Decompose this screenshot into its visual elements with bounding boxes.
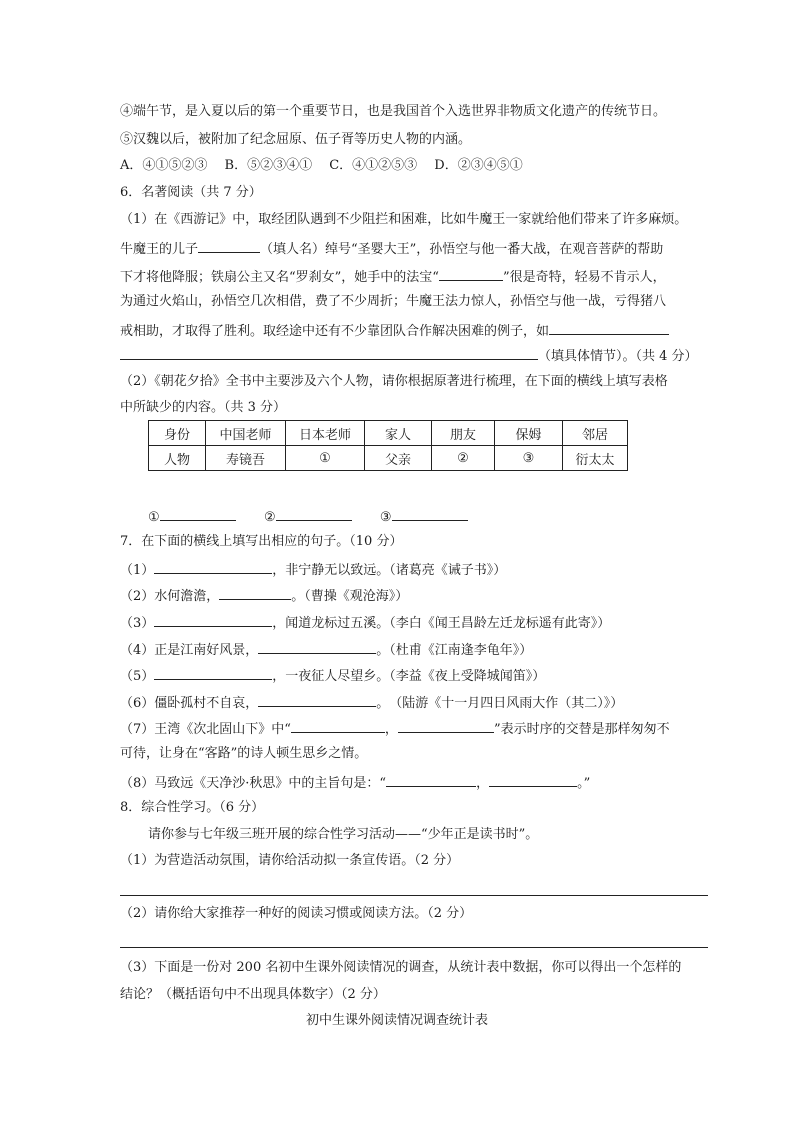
answer-blank[interactable] — [291, 718, 385, 733]
q6-part2-line2: 中所缺少的内容。（共 3 分） — [120, 400, 287, 415]
q6-part1-line1: （1）在《西游记》中，取经团队遇到不少阻拦和困难，比如牛魔王一家就给他们带来了许多麻烦。 — [120, 212, 688, 227]
table-cell: 身份 — [149, 421, 206, 446]
table-cell: 人物 — [149, 446, 206, 471]
answer-blank[interactable] — [219, 585, 291, 600]
q6-part1-line3: 下才将他降服；铁扇公主又名“罗刹女”，她手中的法宝“ ”很是奇特，轻易不肯示人， — [120, 266, 666, 287]
q7-line-2: （2）水何澹澹， 。（曹操《观沧海》） — [120, 585, 408, 606]
answer-blank-3[interactable] — [392, 506, 468, 521]
q8-sub-3-line1: （3）下面是一份对 200 名初中生课外阅读情况的调查，从统计表中数据，你可以得出一个怎样的 — [120, 960, 682, 975]
q7-line-6: （6）僵卧孤村不自哀， 。 （陆游《十一月四日风雨大作（其二）》） — [120, 692, 623, 713]
answer-blank[interactable] — [154, 665, 272, 680]
q6-part1-line5: 戒相助，才取得了胜利。取经途中还有不少靠团队合作解决困难的例子，如 — [120, 320, 669, 341]
answer-line-method[interactable] — [120, 947, 708, 948]
characters-table — [148, 420, 628, 471]
q6-part1-line6: （填具体情节）。（共 4 分） — [120, 345, 698, 366]
table-cell: 家人 — [365, 421, 432, 446]
answer-blank-1[interactable] — [160, 506, 236, 521]
table-cell: ① — [286, 446, 365, 471]
answer-blank[interactable] — [154, 612, 272, 627]
answer-blank[interactable] — [258, 639, 376, 654]
answer-blank[interactable] — [258, 692, 376, 707]
q7-line-3: （3） ，闻道龙标过五溪。（李白《闻王昌龄左迁龙标遥有此寄》） — [120, 612, 610, 633]
q6-answer-line: ① ② ③ — [148, 506, 468, 527]
table-cell: 衍太太 — [563, 446, 628, 471]
table-cell: 朋友 — [432, 421, 495, 446]
answer-blank-son[interactable] — [198, 238, 260, 253]
table-cell: 保姆 — [495, 421, 563, 446]
q7-line-4: （4）正是江南好风景， 。（杜甫《江南逢李龟年》） — [120, 639, 532, 660]
answer-blank-treasure[interactable] — [439, 266, 503, 281]
q7-line-5: （5） ，一夜征人尽望乡。（李益《夜上受降城闻笛》） — [120, 665, 545, 686]
q8-sub-1: （1）为营造活动氛围，请你给活动拟一条宣传语。（2 分） — [120, 853, 460, 868]
q6-title: 6．名著阅读（共 7 分） — [120, 185, 262, 200]
q8-sub-3-line2: 结论？（概括语句中不出现具体数字）（2 分） — [120, 987, 386, 1002]
table-cell: ③ — [495, 446, 563, 471]
answer-blank[interactable] — [386, 772, 476, 787]
q7-line-8: （8）马致远《天净沙·秋思》中的主旨句是：“ ， 。” — [120, 772, 590, 793]
answer-blank[interactable] — [398, 718, 494, 733]
q6-part2-line1: （2）《朝花夕拾》全书中主要涉及六个人物，请你根据原著进行梳理，在下面的横线上填写表格 — [120, 374, 668, 389]
table-cell: 父亲 — [365, 446, 432, 471]
answer-blank[interactable] — [489, 772, 577, 787]
answer-line-slogan[interactable] — [120, 895, 708, 896]
q7-title: 7．在下面的横线上填写出相应的句子。（10 分） — [120, 534, 403, 549]
table-cell: 中国老师 — [206, 421, 286, 446]
table-cell: ② — [432, 446, 495, 471]
survey-table-title: 初中生课外阅读情况调查统计表 — [305, 1013, 488, 1028]
table-row — [149, 446, 628, 471]
q5-item-5: ⑤汉魏以后，被附加了纪念屈原、伍子胥等历史人物的内涵。 — [120, 132, 472, 147]
answer-blank-2[interactable] — [276, 506, 352, 521]
q7-line-7-cont: 可待，让身在“客路”的诗人顿生思乡之情。 — [120, 746, 368, 761]
q6-part1-line2: 牛魔王的儿子 （填人名）绰号“圣婴大王”，孙悟空与他一番大战，在观音菩萨的帮助 — [120, 238, 663, 259]
q8-sub-2: （2）请你给大家推荐一种好的阅读习惯或阅读方法。（2 分） — [120, 906, 473, 921]
q5-item-4: ④端午节，是入夏以后的第一个重要节日，也是我国首个入选世界非物质文化遗产的传统节日。 — [120, 104, 667, 119]
q7-line-1: （1） ，非宁静无以致远。（诸葛亮《诫子书》） — [120, 559, 506, 580]
table-cell: 寿镜吾 — [206, 446, 286, 471]
table-cell: 日本老师 — [286, 421, 365, 446]
q5-options: A．④①⑤②③ B．⑤②③④① C．④①②⑤③ D．②③④⑤① — [120, 158, 523, 173]
answer-blank-example-2[interactable] — [120, 345, 538, 360]
q7-line-7: （7）王湾《次北固山下》中“ ， ”表示时序的交替是那样匆匆不 — [120, 718, 670, 739]
q8-title: 8．综合性学习。（6 分） — [120, 800, 265, 815]
answer-blank[interactable] — [154, 559, 272, 574]
table-header-row — [149, 421, 628, 446]
table-cell: 邻居 — [563, 421, 628, 446]
q8-intro: 请你参与七年级三班开展的综合性学习活动——“少年正是读书时”。 — [148, 827, 539, 842]
answer-blank-example-1[interactable] — [549, 320, 669, 335]
q6-part1-line4: 为通过火焰山，孙悟空几次相借，费了不少周折；牛魔王法力惊人，孙悟空与他一战，亏得猪八 — [120, 294, 667, 309]
